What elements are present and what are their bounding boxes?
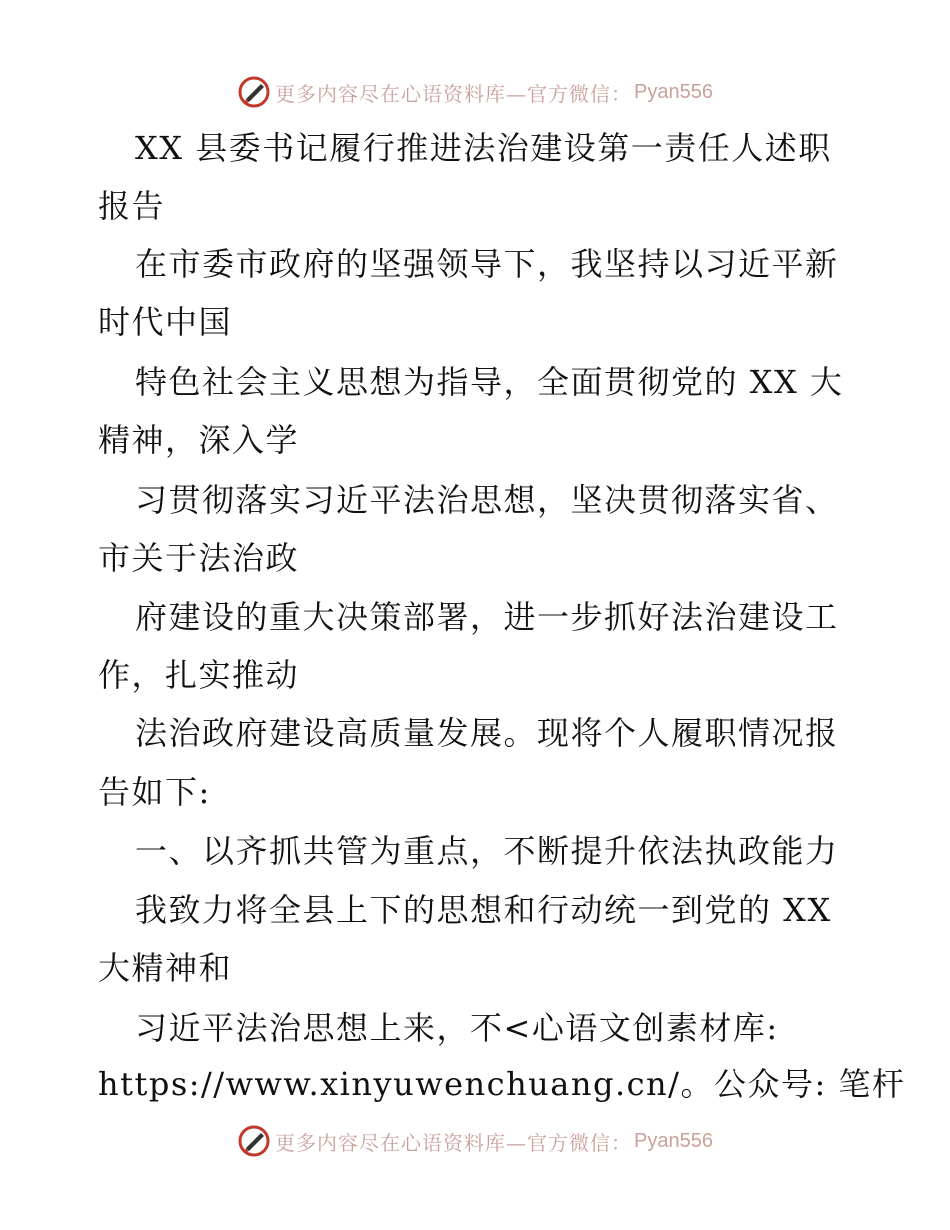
- paragraph-line: 习贯彻落实习近平法治思想，坚决贯彻落实省、: [135, 481, 839, 519]
- paragraph-line: 精神，深入学: [98, 421, 300, 459]
- watermark-text: 更多内容尽在心语资料库—官方微信：: [275, 1130, 633, 1155]
- paragraph-line: 作，扎实推动: [98, 656, 300, 694]
- paragraph-line: 时代中国: [98, 303, 233, 341]
- watermark-wechat-id: Pyan556: [634, 1129, 713, 1152]
- brush-logo-icon: [237, 75, 271, 109]
- header-watermark: [0, 72, 950, 112]
- watermark-wechat-id: Pyan556: [634, 80, 713, 103]
- brush-logo-icon: [237, 1124, 271, 1158]
- paragraph-line: 习近平法治思想上来，不<心语文创素材库:: [135, 1009, 779, 1047]
- paragraph-line: 我致力将全县上下的思想和行动统一到党的 XX: [135, 891, 832, 929]
- section-heading: 一、以齐抓共管为重点，不断提升依法执政能力: [135, 832, 839, 870]
- footer-watermark: [0, 1121, 950, 1161]
- paragraph-line: 府建设的重大决策部署，进一步抓好法治建设工: [135, 598, 839, 636]
- watermark-text: 更多内容尽在心语资料库—官方微信：: [275, 81, 633, 106]
- paragraph-line-url: https://www.xinyuwenchuang.cn/。公众号: 笔杆: [98, 1065, 906, 1103]
- paragraph-line: 市关于法治政: [98, 539, 300, 577]
- paragraph-line: 特色社会主义思想为指导，全面贯彻党的 XX 大: [135, 363, 844, 401]
- paragraph-line: 法治政府建设高质量发展。现将个人履职情况报: [135, 714, 839, 752]
- title-line-2: 报告: [98, 187, 166, 225]
- title-line-1: XX 县委书记履行推进法治建设第一责任人述职: [135, 129, 832, 167]
- paragraph-line: 大精神和: [98, 949, 233, 987]
- paragraph-line: 在市委市政府的坚强领导下，我坚持以习近平新: [135, 245, 839, 283]
- paragraph-line: 告如下:: [98, 773, 211, 811]
